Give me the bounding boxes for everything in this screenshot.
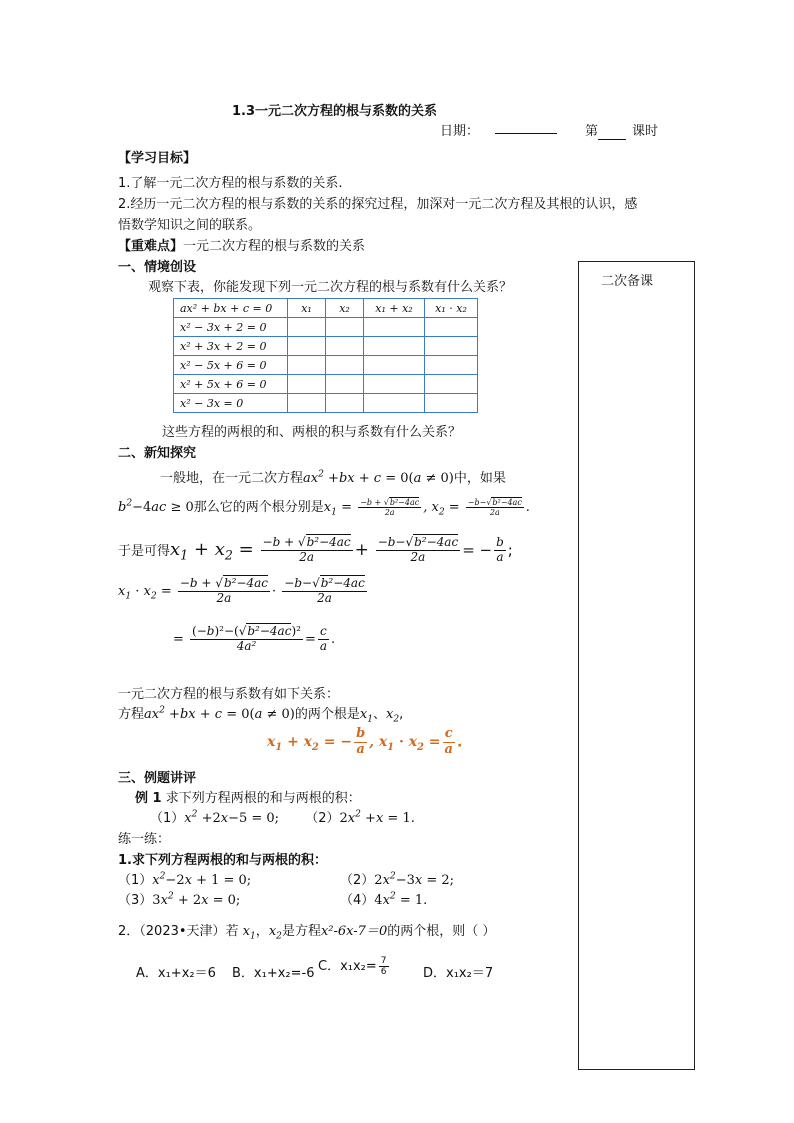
table-row — [174, 337, 478, 356]
option-b[interactable]: B．x₁+x₂=-6 — [232, 966, 315, 981]
key-points: 【重难点】一元二次方程的根与系数的关系 — [118, 239, 366, 254]
objective-1: 1.了解一元二次方程的根与系数的关系. — [118, 176, 343, 191]
example1-items: $(1)x^2 +2x-5 = 0$; $(2)2x^2 +x = 1$. — [150, 809, 415, 826]
table-cell-blank[interactable] — [288, 337, 326, 356]
table-cell-blank[interactable] — [364, 394, 425, 413]
table-cell-blank[interactable] — [425, 318, 478, 337]
objective-2-line1: 2.经历一元二次方程的根与系数的关系的探究过程，加深对一元二次方程及其根的认识，感 — [118, 197, 638, 212]
table-cell-blank[interactable] — [288, 375, 326, 394]
roots-line: $b^2-4ac \ge 0$那么它的两个根分别是$x_1$ = $\frac{\text{−b + √b²−4ac}}{2a}$ , $x_2$ = $\frac{\text{−b−√b²−4ac}}{2a}$ . — [118, 497, 530, 518]
objective-2-line2: 悟数学知识之间的联系。 — [118, 218, 262, 233]
table-cell-blank[interactable] — [326, 375, 364, 394]
table-cell: x² + 3x + 2 = 0 — [174, 337, 288, 356]
table-cell-blank[interactable] — [288, 356, 326, 375]
sum-derivation: 于是可得$x_1 + x_2$ = $\frac{\text{−b + √b²−4ac}}{2a}$ + $\frac{\text{−b−√b²−4ac}}{2a}$ = − $\frac{b}{a}$ ; — [118, 535, 513, 564]
table-header-row — [174, 299, 478, 318]
table-cell-blank[interactable] — [364, 318, 425, 337]
date-blank[interactable] — [495, 133, 557, 134]
practice-heading: 练一练： — [118, 832, 171, 847]
option-d[interactable]: D．x₁x₂＝7 — [423, 966, 494, 981]
table-cell-blank[interactable] — [425, 394, 478, 413]
table-cell-blank[interactable] — [425, 375, 478, 394]
table-row — [174, 356, 478, 375]
table-cell: x² − 3x = 0 — [174, 394, 288, 413]
product-derivation: $x_1 \cdot x_2$ = $\frac{\text{−b + √b²−4ac}}{2a}$ · $\frac{\text{−b−√b²−4ac}}{2a}$ — [118, 576, 365, 605]
summary-line2: 方程$ax^2 +bx + c = 0(a \ne 0)$的两个根是$x_1$、$x_2$, — [118, 705, 404, 725]
table-cell-blank[interactable] — [326, 318, 364, 337]
practice-item-2: $(2)2x^2-3x = 2$; — [340, 871, 455, 888]
section2-heading: 二、新知探究 — [118, 446, 197, 461]
vieta-formula: $x_1 + x_2$ = − $\frac{b}{a}$ , $x_1 \cdot x_2$ = $\frac{c}{a}$ . — [267, 726, 463, 757]
table-cell-blank[interactable] — [425, 356, 478, 375]
table-header: x₂ — [326, 299, 364, 318]
practice-item-1: $(1)x^2-2x + 1 = 0$; — [118, 871, 252, 888]
table-row — [174, 394, 478, 413]
objectives-heading: 【学习目标】 — [118, 151, 197, 166]
second-prep-box[interactable] — [578, 261, 695, 1070]
section3-heading: 三、例题讲评 — [118, 771, 197, 786]
observation-table — [173, 298, 478, 413]
table-cell-blank[interactable] — [364, 375, 425, 394]
table-cell-blank[interactable] — [326, 356, 364, 375]
practice-item-4: $(4)4x^2 = 1$. — [340, 891, 428, 908]
summary-line1: 一元二次方程的根与系数有如下关系： — [118, 687, 340, 702]
practice-1: 1.求下列方程两根的和与两根的积： — [118, 853, 327, 868]
product-result: = $\frac{\text{(−b)²−(√b²−4ac)²}}{\text{4a²}}$ = $\frac{c}{a}$ . — [173, 624, 336, 653]
section1-intro: 观察下表，你能发现下列一元二次方程的根与系数有什么关系？ — [148, 280, 513, 295]
table-cell-blank[interactable] — [288, 394, 326, 413]
example1-prompt: 例 1 求下列方程两根的和与两根的积： — [135, 791, 361, 806]
table-header: x₁ + x₂ — [364, 299, 425, 318]
table-row — [174, 375, 478, 394]
table-cell-blank[interactable] — [288, 318, 326, 337]
table-cell-blank[interactable] — [364, 356, 425, 375]
table-header: x₁ — [288, 299, 326, 318]
table-cell: x² − 5x + 6 = 0 — [174, 356, 288, 375]
table-row — [174, 318, 478, 337]
general-form-line: 一般地，在一元二次方程$ax^2 +bx + c = 0(a \ne 0)$中，如果 — [160, 469, 506, 486]
option-c[interactable]: C．x₁x₂= $\frac{7}{6}$ — [318, 955, 387, 977]
table-cell-blank[interactable] — [425, 337, 478, 356]
question-2: 2．（2023•天津）若 $x_1$，$x_2$是方程x²-6x-7＝0的两个根，则（ ） — [118, 924, 496, 942]
table-header: ax² + bx + c = 0 — [174, 299, 288, 318]
section1-heading: 一、情境创设 — [118, 260, 197, 275]
table-cell: x² − 3x + 2 = 0 — [174, 318, 288, 337]
option-a[interactable]: A．x₁+x₂＝6 — [136, 966, 216, 981]
section1-question: 这些方程的两根的和、两根的积与系数有什么关系？ — [162, 425, 462, 440]
table-cell-blank[interactable] — [326, 394, 364, 413]
date-label: 日期： — [440, 124, 480, 139]
page-title: 1.3一元二次方程的根与系数的关系 — [232, 104, 438, 119]
table-cell-blank[interactable] — [326, 337, 364, 356]
table-header: x₁ · x₂ — [425, 299, 478, 318]
table-cell: x² + 5x + 6 = 0 — [174, 375, 288, 394]
period-blank[interactable] — [598, 124, 626, 140]
table-cell-blank[interactable] — [364, 337, 425, 356]
period-label: 第 课时 — [585, 124, 659, 139]
second-prep-title: 二次备课 — [601, 274, 654, 289]
practice-item-3: $(3)3x^2 + 2x = 0$; — [118, 891, 241, 908]
